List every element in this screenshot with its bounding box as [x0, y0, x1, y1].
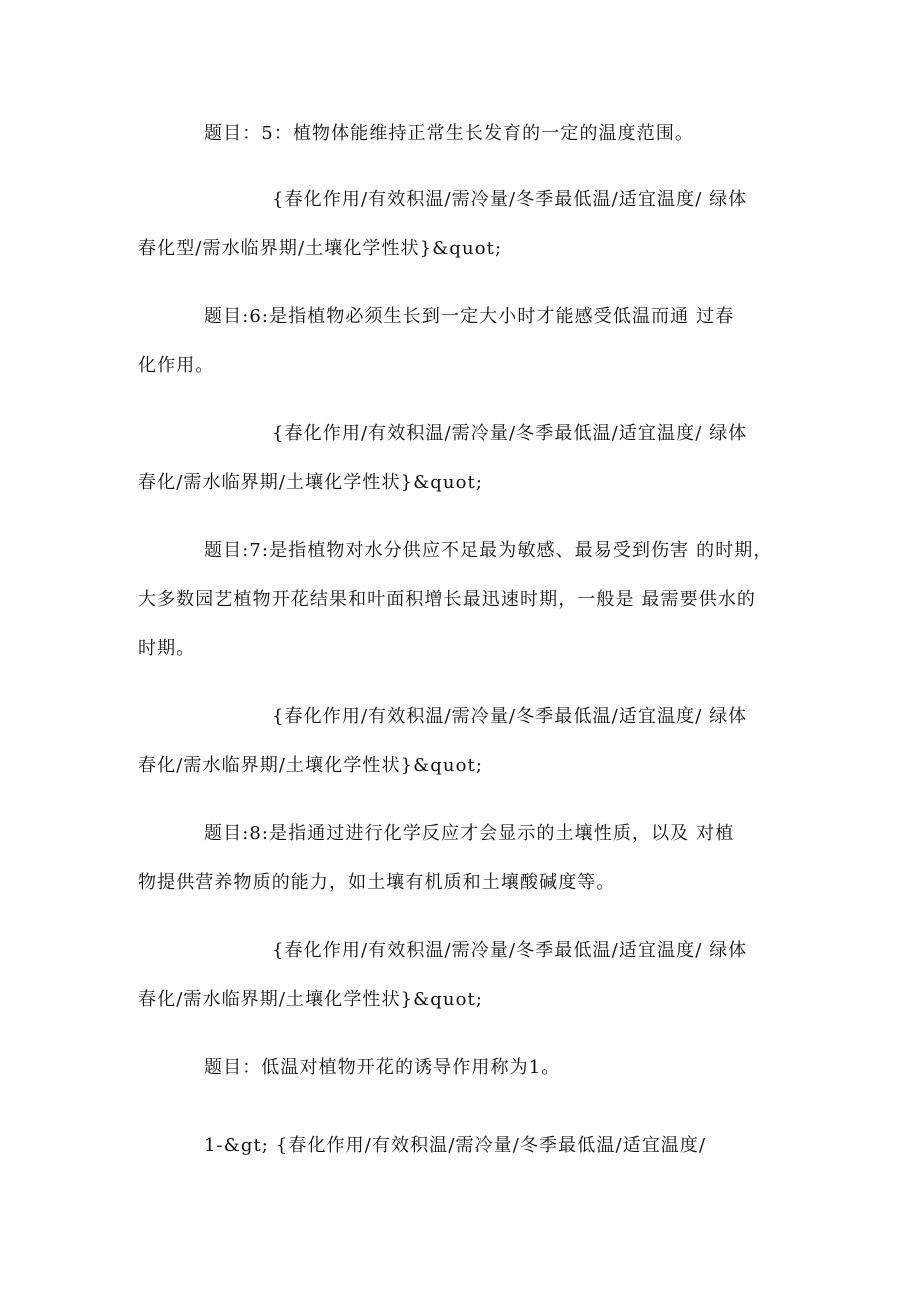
question-7-text-line-1: 题目:7:是指植物对水分供应不足最为敏感、最易受到伤害 的时期， [204, 540, 773, 561]
question-8-options-line-2: 春化/需水临界期/土壤化学性状}&quot; [138, 989, 484, 1010]
question-7-text-line-3: 时期。 [138, 638, 196, 659]
question-8-options-line-1: {春化作用/有效积温/需冷量/冬季最低温/适宜温度/ 绿体 [272, 940, 748, 961]
question-5-text: 题目：5：植物体能维持正常生长发育的一定的温度范围。 [204, 123, 695, 144]
question-5-options-line-2: 春化型/需水临界期/土壤化学性状}&quot; [138, 238, 503, 259]
question-9-text: 题目：低温对植物开花的诱导作用称为1。 [204, 1057, 561, 1078]
question-8-text-line-1: 题目:8:是指通过进行化学反应才会显示的土壤性质，以及 对植 [204, 823, 735, 844]
question-7-options-line-2: 春化/需水临界期/土壤化学性状}&quot; [138, 755, 484, 776]
question-6-options-line-1: {春化作用/有效积温/需冷量/冬季最低温/适宜温度/ 绿体 [272, 423, 748, 444]
question-6-text-line-2: 化作用。 [138, 355, 215, 376]
question-7-text-line-2: 大多数园艺植物开花结果和叶面积增长最迅速时期，一般是 最需要供水的 [138, 589, 757, 610]
question-6-options-line-2: 春化/需水临界期/土壤化学性状}&quot; [138, 472, 484, 493]
question-8-text-line-2: 物提供营养物质的能力，如土壤有机质和土壤酸碱度等。 [138, 872, 616, 893]
question-9-answer-options: 1-&gt; {春化作用/有效积温/需冷量/冬季最低温/适宜温度/ [204, 1135, 707, 1156]
question-7-options-line-1: {春化作用/有效积温/需冷量/冬季最低温/适宜温度/ 绿体 [272, 706, 748, 727]
question-6-text-line-1: 题目:6:是指植物必须生长到一定大小时才能感受低温而通 过春 [204, 306, 735, 327]
question-5-options-line-1: {春化作用/有效积温/需冷量/冬季最低温/适宜温度/ 绿体 [272, 189, 748, 210]
